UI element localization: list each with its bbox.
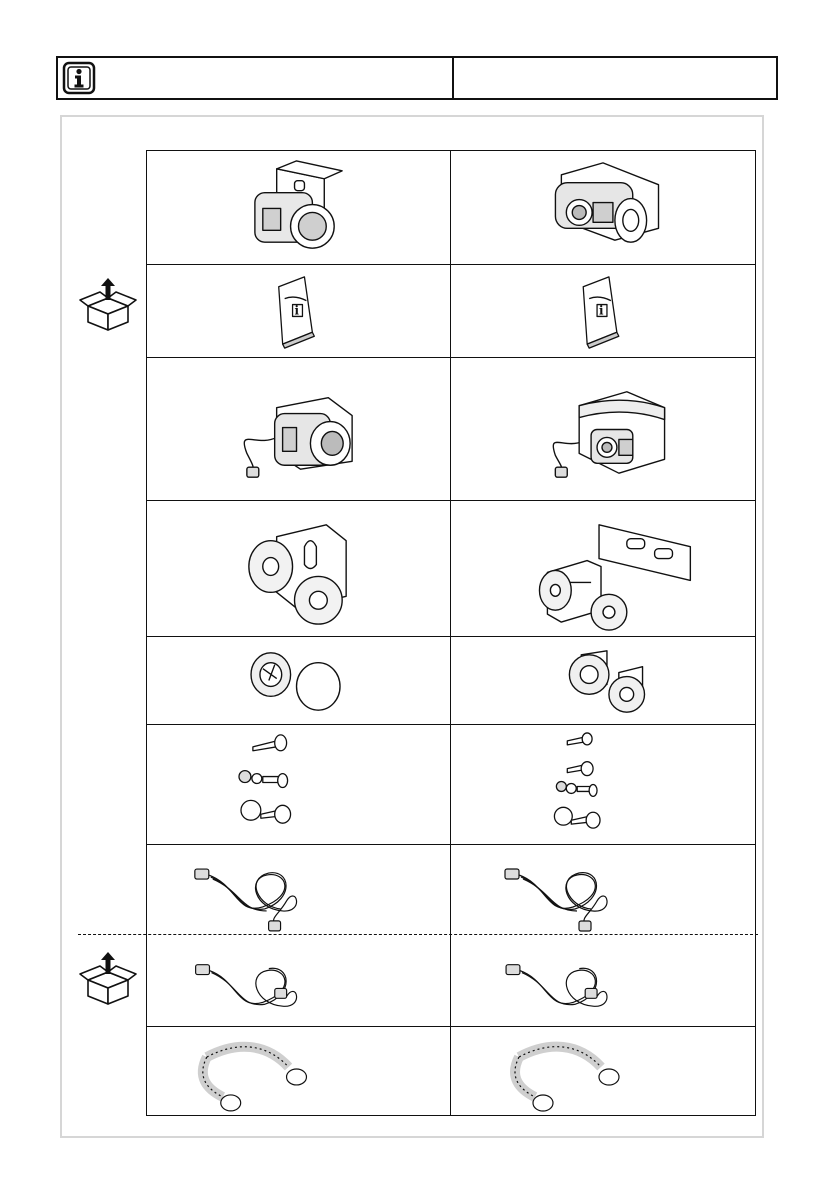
- parts-cell: [147, 725, 451, 845]
- svg-text:i: i: [599, 303, 604, 318]
- shutter-camera-with-cable-icon: [451, 358, 755, 500]
- folding-bracket-icon: [451, 501, 755, 636]
- parts-cell: [451, 637, 755, 725]
- parts-cell: [147, 637, 451, 725]
- optional-extension-cable-icon: [451, 935, 755, 1026]
- screw-set-icon: [451, 725, 755, 844]
- manual-booklet-icon: [451, 265, 755, 357]
- parts-cell: [147, 935, 451, 1027]
- spiral-cable-icon: [147, 1027, 450, 1116]
- extension-cable-icon: [451, 845, 755, 935]
- u-bracket-icon: [147, 501, 450, 636]
- parts-grid: [146, 150, 756, 1116]
- parts-cell: [451, 1027, 755, 1116]
- parts-cell: [147, 501, 451, 637]
- screw-set-icon: [147, 725, 450, 844]
- mount-plate-and-cap-icon: [451, 637, 755, 724]
- extension-cable-icon: [147, 845, 450, 935]
- parts-cell: [451, 845, 755, 935]
- parts-cell: [147, 1027, 451, 1116]
- parts-cell: [451, 725, 755, 845]
- parts-cell: [451, 265, 755, 358]
- parts-cell: [147, 151, 451, 265]
- info-book-icon: [62, 61, 96, 95]
- parts-cell: [451, 501, 755, 637]
- cover-and-cap-icon: [147, 637, 450, 724]
- parts-cell: [451, 358, 755, 501]
- optional-extension-cable-icon: [147, 935, 450, 1026]
- parts-cell: [451, 935, 755, 1027]
- header-right-cell: [454, 58, 776, 98]
- parts-cell: [147, 845, 451, 935]
- box-unpack-optional-icon: [78, 950, 138, 1006]
- spiral-cable-icon: [451, 1027, 755, 1116]
- svg-text:i: i: [294, 303, 300, 318]
- box-unpack-included-icon: [78, 276, 138, 332]
- manual-booklet-icon: [147, 265, 450, 357]
- header-left-cell: [58, 58, 454, 98]
- camera-with-bracket-icon: [147, 151, 450, 264]
- parts-cell: [451, 151, 755, 265]
- header-bar: [56, 56, 778, 100]
- parts-cell: [147, 358, 451, 501]
- camera-with-shutter-icon: [451, 151, 755, 264]
- camera-with-cable-icon: [147, 358, 450, 500]
- parts-cell: [147, 265, 451, 358]
